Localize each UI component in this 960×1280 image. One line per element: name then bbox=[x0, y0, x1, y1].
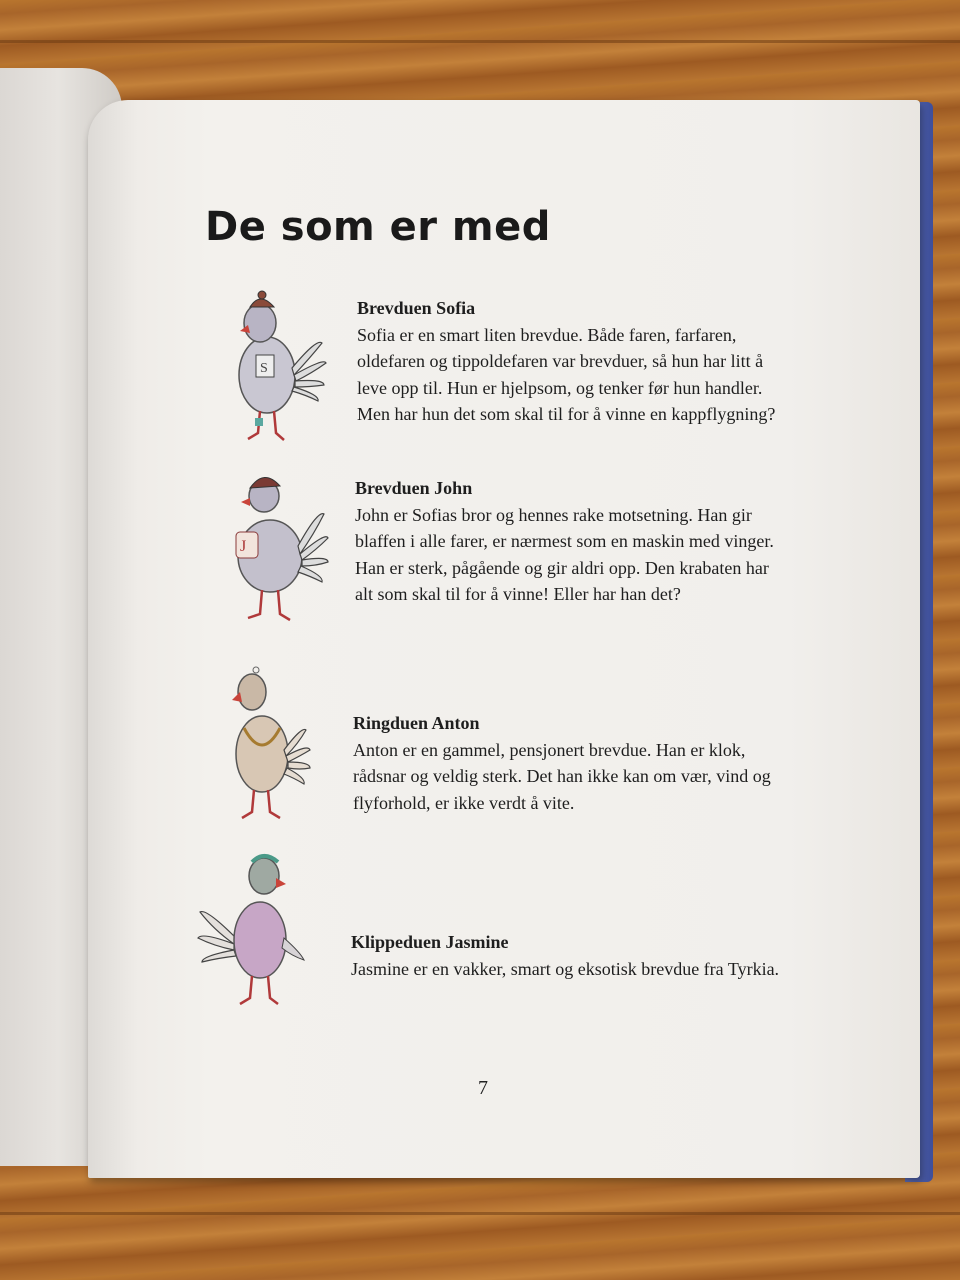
character-name: Brevduen Sofia bbox=[357, 298, 476, 318]
character-name: Brevduen John bbox=[355, 478, 473, 498]
page-number: 7 bbox=[478, 1077, 488, 1099]
character-entry bbox=[353, 710, 773, 816]
character-description: Sofia er en smart liten brevdue. Både faren, farfaren, oldefaren og tippoldefaren var brevduer, så hun har litt å leve opp til. Hun er hjelpsom, og tenker før hun handler. Men har hun det som skal til for å vinne en kappflygning? bbox=[357, 324, 776, 424]
svg-text:S: S bbox=[260, 361, 268, 376]
character-entry bbox=[351, 929, 781, 982]
table-plank-seam bbox=[0, 40, 960, 43]
character-description: John er Sofias bror og hennes rake motsetning. Han gir blaffen i alle farer, er nærmest som en maskin med vinger. Han er sterk, pågående og gir aldri opp. Den krabaten har alt som skal til for å vinne! Eller har han det? bbox=[355, 504, 774, 604]
character-entry bbox=[357, 295, 787, 428]
character-name: Ringduen Anton bbox=[353, 713, 480, 733]
book-page bbox=[88, 100, 920, 1178]
character-name: Klippeduen Jasmine bbox=[351, 932, 509, 952]
character-description: Jasmine er en vakker, smart og eksotisk brevdue fra Tyrkia. bbox=[351, 958, 780, 979]
pigeon-john-icon bbox=[222, 466, 332, 631]
table-plank-seam bbox=[0, 1212, 960, 1215]
character-entry bbox=[355, 475, 785, 608]
pigeon-sofia-icon bbox=[222, 283, 332, 448]
page-title: De som er med bbox=[205, 204, 551, 250]
pigeon-anton-icon bbox=[222, 662, 332, 827]
pigeon-jasmine-icon bbox=[196, 848, 311, 1013]
svg-text:J: J bbox=[240, 538, 247, 555]
character-description: Anton er en gammel, pensjonert brevdue. Han er klok, rådsnar og veldig sterk. Det han ikke kan om vær, vind og flyforhold, er ikke verdt å vite. bbox=[353, 739, 771, 813]
